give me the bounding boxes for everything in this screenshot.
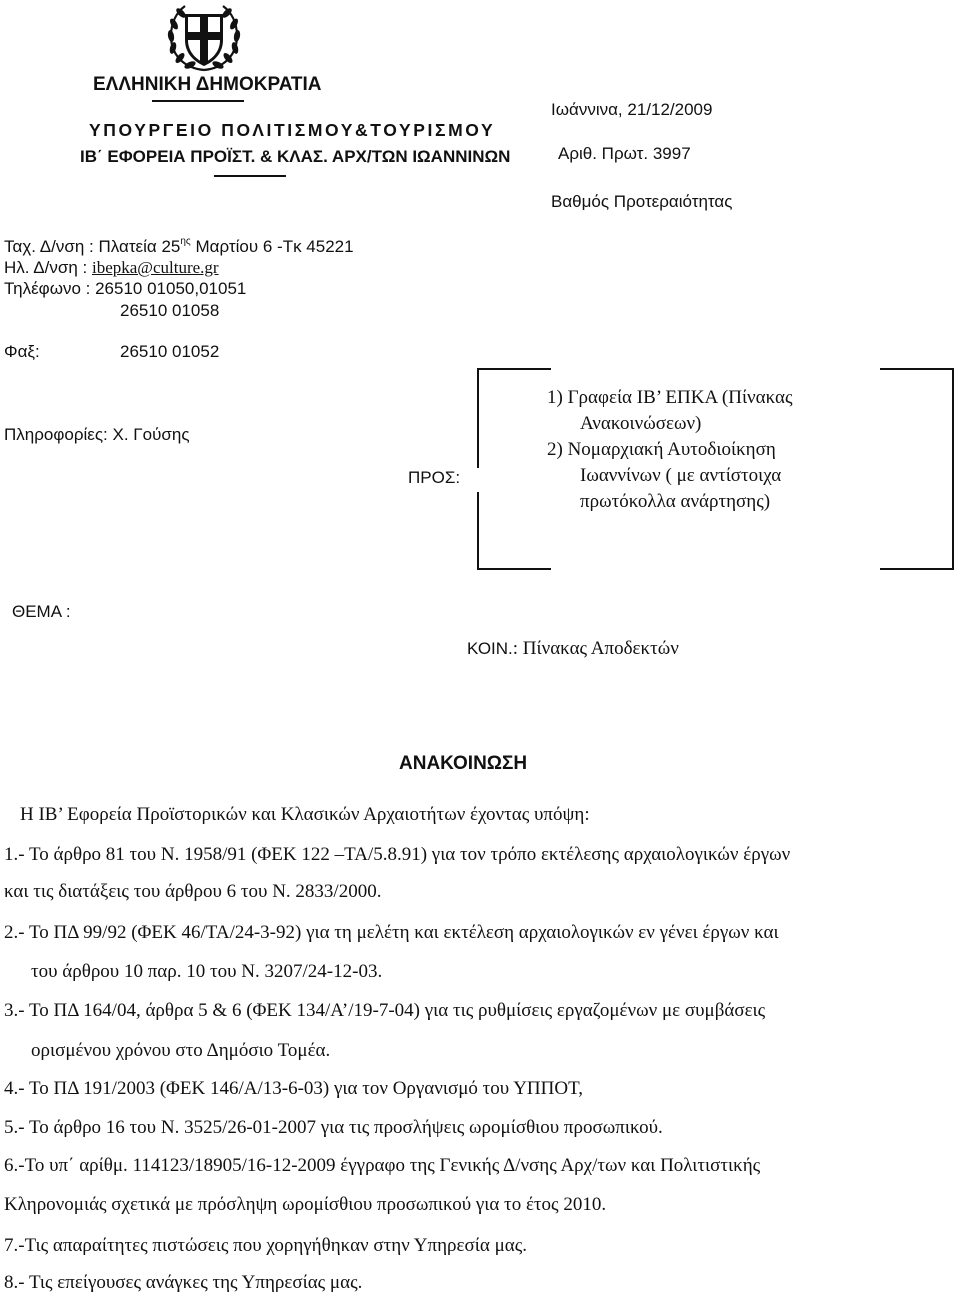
koin-label: ΚΟΙΝ.: [467, 639, 513, 658]
recipient-line: 1) Γραφεία ΙΒ’ ΕΠΚΑ (Πίνακας: [547, 387, 793, 408]
postal-address: [4, 236, 354, 257]
recipient-line: 2) Νομαρχιακή Αυτοδιοίκηση: [547, 439, 776, 460]
recipient-line: πρωτόκολλα ανάρτησης): [580, 491, 771, 512]
ephorate-name: ΙΒ΄ ΕΦΟΡΕΙΑ ΠΡΟΪΣΤ. & ΚΛΑΣ. ΑΡΧ/ΤΩΝ ΙΩΑΝΝΙΝΩΝ: [80, 147, 511, 166]
place-date: Ιωάννινα, 21/12/2009: [551, 100, 713, 119]
list-item: Κληρονομιάς σχετικά με πρόσληψη ωρομίσθιου προσωπικού για το έτος 2010.: [4, 1194, 607, 1215]
government-name: ΕΛΛΗΝΙΚΗ ΔΗΜΟΚΡΑΤΙΑ: [93, 74, 322, 95]
phone-secondary: 26510 01058: [120, 301, 220, 320]
frame-top-right: [880, 368, 954, 370]
list-item: 5.- Το άρθρο 16 του Ν. 3525/26-01-2007 για τις προσλήψεις ωρομίσθιου προσωπικού.: [4, 1117, 663, 1138]
priority-label: Βαθμός Προτεραιότητας: [551, 192, 733, 211]
frame-bottom-left: [477, 568, 551, 570]
list-item: και τις διατάξεις του άρθρου 6 του Ν. 2833/2000.: [4, 881, 382, 902]
email-line: [4, 258, 219, 278]
announcement-title: ΑΝΑΚΟΙΝΩΣΗ: [399, 753, 528, 774]
info-contact: Πληροφορίες: Χ. Γούσης: [4, 425, 190, 444]
frame-left-upper: [477, 368, 479, 468]
frame-top-left: [477, 368, 551, 370]
email-link[interactable]: ibepka@culture.gr: [91, 258, 219, 277]
list-item: 3.- Το ΠΔ 164/04, άρθρα 5 & 6 (ΦΕΚ 134/Α’/19-7-04) για τις ρυθμίσεις εργαζομένων με συμβάσεις: [4, 1000, 766, 1021]
header-divider: [214, 175, 286, 177]
recipient-line: Ιωαννίνων ( με αντίστοιχα: [580, 465, 782, 486]
fax-number: 26510 01052: [120, 342, 220, 361]
postal-label: Ταχ. Δ/νση : Πλατεία 25: [4, 237, 181, 256]
koin-value: : Πίνακας Αποδεκτών: [512, 638, 679, 659]
email-label: Ηλ. Δ/νση :: [4, 258, 92, 277]
header-divider: [152, 100, 244, 102]
postal-sup: ης: [180, 236, 191, 247]
announcement-intro: Η ΙΒ’ Εφορεία Προϊστορικών και Κλασικών Αρχαιοτήτων έχοντας υπόψη:: [20, 804, 590, 825]
list-item: 7.-Τις απαραίτητες πιστώσεις που χορηγήθηκαν στην Υπηρεσία μας.: [4, 1235, 527, 1256]
list-item: 4.- Το ΠΔ 191/2003 (ΦΕΚ 146/Α/13-6-03) για τον Οργανισμό του ΥΠΠΟΤ,: [4, 1078, 584, 1099]
recipient-line: Ανακοινώσεων): [580, 413, 702, 434]
subject-label: ΘΕΜΑ :: [12, 602, 71, 621]
frame-bottom-right: [880, 568, 954, 570]
list-item: του άρθρου 10 παρ. 10 του Ν. 3207/24-12-03.: [31, 961, 383, 982]
list-item: ορισμένου χρόνου στο Δημόσιο Τομέα.: [31, 1040, 331, 1061]
list-item: 2.- Το ΠΔ 99/92 (ΦΕΚ 46/ΤΑ/24-3-92) για τη μελέτη και εκτέλεση αρχαιολογικών εν γένει έργων και: [4, 922, 779, 943]
postal-rest: Μαρτίου 6 -Τκ 45221: [190, 237, 354, 256]
coat-of-arms-icon: [165, 2, 243, 74]
phone-line: Τηλέφωνο : 26510 01050,01051: [4, 279, 247, 298]
ministry-name: ΥΠΟΥΡΓΕΙΟ ΠΟΛΙΤΙΣΜΟΥ&ΤΟΥΡΙΣΜΟΥ: [89, 120, 496, 140]
koin-line: [467, 638, 679, 660]
list-item: 6.-Το υπ΄ αρίθμ. 114123/18905/16-12-2009 έγγραφο της Γενικής Δ/νσης Αρχ/των και Πολιτιστικής: [4, 1155, 761, 1176]
frame-left-lower: [477, 492, 479, 570]
protocol-number: Αριθ. Πρωτ. 3997: [558, 144, 691, 163]
fax-label: Φαξ:: [4, 342, 40, 361]
frame-right: [952, 368, 954, 570]
to-label: ΠΡΟΣ:: [408, 468, 461, 487]
list-item: 8.- Τις επείγουσες ανάγκες της Υπηρεσίας μας.: [4, 1272, 363, 1293]
list-item: 1.- Το άρθρο 81 του Ν. 1958/91 (ΦΕΚ 122 –ΤΑ/5.8.91) για τον τρόπο εκτέλεσης αρχαιολογικών έργων: [4, 844, 791, 865]
